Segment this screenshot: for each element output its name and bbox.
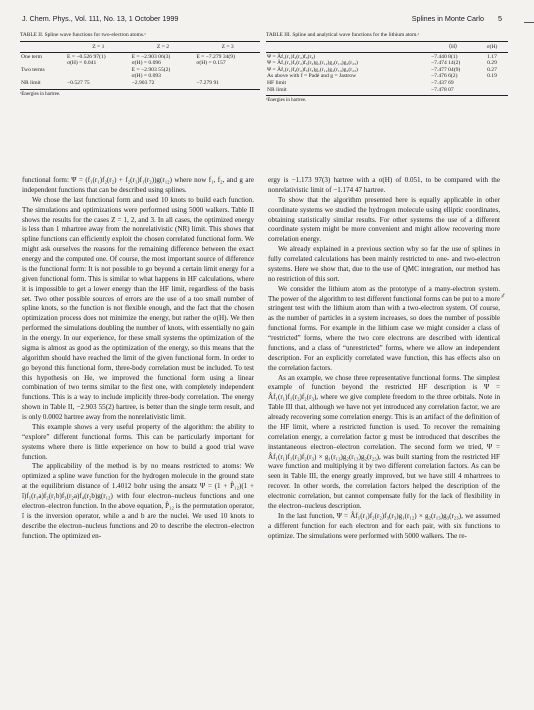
- table-cell: −0.527 75: [67, 79, 90, 86]
- table-cell: σ(H) = 0.157: [196, 60, 226, 67]
- table-cell: 0.19: [487, 73, 497, 80]
- table-cell: E = −7.279 34(9): [196, 53, 235, 60]
- table-iii-footnote: ᵃEnergies in hartree.: [266, 98, 307, 104]
- table-ii-header: Z = 2: [156, 44, 170, 50]
- table-cell: [20, 73, 66, 80]
- table-cell: [476, 87, 508, 94]
- table-cell: −2.903 72: [131, 79, 155, 86]
- table-cell: HF limit: [267, 79, 287, 86]
- table-row: [20, 73, 260, 80]
- table-iii-header: ⟨H⟩: [448, 44, 458, 50]
- paragraph: This example shows a very useful property of the algorithm: the ability to “explore” different functional forms. This can be particularly important for systems where there is little experience on how to build a good trial wave function.: [22, 422, 254, 461]
- table-row: [20, 60, 260, 67]
- paragraph: To show that the algorithm presented here is equally applicable in other coordinate systems we studied the hydrogen molecule using elliptic coordinates, obtaining statistically similar results. For other systems the use of a different coordinate system might be more convenient and might allow recovering more correlation energy.: [268, 195, 500, 244]
- table-cell: Ψ = Âf₁(r₁)f₂(r₂)f₃(r₃)g₁(r₁₂)g₂(r₁₃)g₂(r₂₃): [267, 60, 358, 67]
- scan-edge-mark: [524, 22, 534, 23]
- table-row: [266, 73, 508, 80]
- table-cell: NR limit: [21, 79, 41, 86]
- table-cell: Two terms: [21, 66, 45, 73]
- table-ii-caption: TABLE II. Spline wave functions for two-electron atoms.ᵃ: [20, 32, 146, 38]
- table-cell: −7.478 07: [431, 86, 454, 93]
- paragraph: The applicability of the method is by no means restricted to atoms: We optimized a spline wave function for the hydrogen molecule in the ground state at the equilibrium distance of 1.4012 bohr using the ansatz Ψ = (1 + P̂₁₂)(1 + î)f₁(r₁a)f₂(r₁b)f₃(r₂a)f₄(r₂b)g(r₁₂) with four electron–nucleus functions and one electron–electron function. In the above equation, P̂₁₂ is the permutation operator, î is the inversion operator, while a and b are the nuclei. We used 10 knots to describe the electron–nucleus functions and 20 to describe the electron–electron function. The optimized en-: [22, 462, 254, 540]
- running-header: [412, 14, 502, 23]
- table-cell: E = −0.526 97(1): [67, 53, 106, 60]
- table-cell: [66, 67, 131, 74]
- paragraph: We already explained in a previous section why so far the use of splines in fully correlated calculations has been mainly restricted to one- and two-electron systems. Here we show that, due to the use of QMC integration, our method has no restriction of this sort.: [268, 245, 500, 283]
- page-number: 5: [498, 14, 502, 23]
- table-ii-header: Z = 3: [221, 44, 234, 50]
- table-cell: Ψ = Âf₁(r₁)f₂(r₂)f₃(r₃): [267, 53, 316, 60]
- table-cell: −7.279 91: [196, 79, 220, 86]
- table-cell: E = −2.903 55(2): [131, 66, 171, 73]
- table-iii-grid: [266, 44, 508, 93]
- paragraph: As an example, we chose three representative functional forms. The simplest example of function beyond the restricted HF description is Ψ = Âf₁(r₁)f₁(r₂)f₂(r₃), where we give complete freedom to the three orbitals. Note in Table III that, although we have not yet introduced any correlation factor, we are already recovering some correlation energy. This is an artifact of the definition of the HF limit, where a restricted function is used. To recover the remaining correlation energy, a correlation factor g must be introduced that describes the instantaneous electron–electron correlation. The second form we tried, Ψ = Âf₁(r₁)f₁(r₂)f₂(r₃) × g₁(r₁₃)g₂(r₁₃)g₂(r₂₃), was built starting from the restricted HF wave function and multiplying it by two different correlation factors. As can be seen in Table III, the energy greatly improved, but we have still 4 mhartrees to recover. In other words, the correlation factors helped the description of the electronic correlation, but cannot compensate fully for the lack of flexibility in the electron–nucleus description.: [268, 373, 500, 510]
- table-cell: σ(H) = 0.041: [67, 60, 97, 67]
- table-row: [266, 60, 508, 67]
- table-cell: E = −2.903 06(3): [131, 53, 171, 60]
- table-cell: 1.17: [487, 53, 497, 60]
- table-ii: [20, 32, 260, 97]
- table-ii-grid: [20, 44, 260, 87]
- running-title: Splines in Monte Carlo: [411, 14, 484, 23]
- table-cell: [20, 60, 66, 67]
- table-cell: [476, 80, 508, 87]
- table-row: [266, 87, 508, 94]
- paragraph: In the last function, Ψ = Âf₁(r₁)f₂(r₂)f₃(r₃)g₁(r₁₂) × g₂(r₁₃)g₃(r₂₃), we assumed a different function for each electron and for each pair, with six functions to optimize. The simulations were performed with 5000 walkers. The re-: [268, 511, 500, 540]
- table-row: [20, 80, 260, 87]
- table-iii-header: [266, 44, 430, 51]
- paragraph: functional form: Ψ = (f₁(r₁)f₂(r₂) + f₂(r₁)f₁(r₂))g(r₁₂) where now f₁, f₂, and g are independent functions that can be described using splines.: [22, 176, 254, 194]
- table-cell: −7.477 04(9): [431, 66, 461, 73]
- table-ii-header: Z = 1: [92, 44, 105, 50]
- table-cell: −7.474 14(2): [431, 60, 461, 67]
- table-cell: One term: [21, 53, 42, 60]
- table-cell: 0.29: [487, 60, 497, 67]
- left-text-column: [22, 176, 254, 541]
- table-iii: [266, 32, 508, 103]
- table-ii-footnote: ᵃEnergies in hartree.: [20, 91, 61, 97]
- table-cell: σ(H) = 0.096: [131, 60, 161, 67]
- table-cell: [195, 67, 260, 74]
- table-cell: Ψ = Âf₁(r₁)f₂(r₂)f₃(r₃)g₁(r₁₂)g₂(r₁₃)g₂(r₂₃): [267, 66, 358, 73]
- table-cell: [66, 73, 131, 80]
- table-iii-caption: TABLE III. Spline and analytical wave functions for the lithium atom.ᵃ: [266, 32, 420, 38]
- paragraph: ergy is −1.173 97(3) hartree with a σ(H) of 0.051, to be compared with the nonrelativistic limit of −1.174 47 hartree.: [268, 176, 500, 194]
- table-iii-header: σ(H): [486, 44, 498, 50]
- table-ii-header: [20, 44, 66, 51]
- margin-scribble-icon: ⸙: [500, 291, 506, 300]
- paragraph: We consider the lithium atom as the prototype of a many-electron system. The power of the algorithm to test different functional forms can be put to a more stringent test with the lithium atom than with a two-electron system. Of course, as the number of particles in a system increases, so does the number of possible functional forms. For example in the lithium case we might consider a class of “restricted” forms, where the two core electrons are described with identical functions, and a class of “unrestricted” forms, where we allow an independent description. For an explicitly correlated wave function, this has effects also on the correlation factors.: [268, 284, 500, 372]
- table-cell: As above with f = Padé and g = Jastrow: [267, 73, 357, 80]
- table-cell: −7.437 69: [431, 79, 454, 86]
- right-text-column: [268, 176, 500, 541]
- table-cell: 0.27: [487, 66, 497, 73]
- table-row: [266, 80, 508, 87]
- table-cell: σ(H) = 0.093: [131, 73, 161, 80]
- table-cell: NR limit: [267, 86, 287, 93]
- paragraph: We chose the last functional form and used 10 knots to build each function. The simulations and optimizations were performed using 5000 walkers. Table II shows the results for the cases Z = 1, 2, and 3. In all cases, the optimized energy is less than 1 mhartree away from the nonrelativistic (NR) limit. This shows that spline functions can efficiently exploit the chosen correlated functional form. We might ask ourselves the reasons for the remaining difference between the exact energy and the computed one. Of course, the most important source of difference is the functional form: It is not possible to go beyond a certain limit energy for a given functional form. This is similar to what happens in HF calculations, where it is impossible to get a lower energy than the HF limit, regardless of the basis set. Two other possible sources of errors are the use of a too small number of spline knots, so the function is not flexible enough, and the fact that the chosen optimization process does not minimize the energy, but rather the σ(H). We then performed the simulations doubling the number of knots, with essentially no gain in the energy. In our experience, for these small systems the optimization of the sigma is almost as good as the optimization of the energy, so this means that the algorithm should have reached the limit of the given functional form. In order to go beyond this functional form, three-body correlation must be included. To test this hypothesis on He, we improved the functional form using a linear combination of two terms similar to the first one, with completely independent functions. This is a way to include implicitly three-body correlation. The energy shown in Table II, −2.903 55(2) hartree, is better than the single term result, and is only 0.0002 hartree away from the nonrelativistic limit.: [22, 195, 254, 421]
- table-cell: −7.476 6(2): [431, 73, 458, 80]
- journal-citation: J. Chem. Phys., Vol. 111, No. 13, 1 October 1999: [22, 14, 179, 23]
- table-cell: [195, 73, 260, 80]
- table-cell: −7.440 8(1): [431, 53, 458, 60]
